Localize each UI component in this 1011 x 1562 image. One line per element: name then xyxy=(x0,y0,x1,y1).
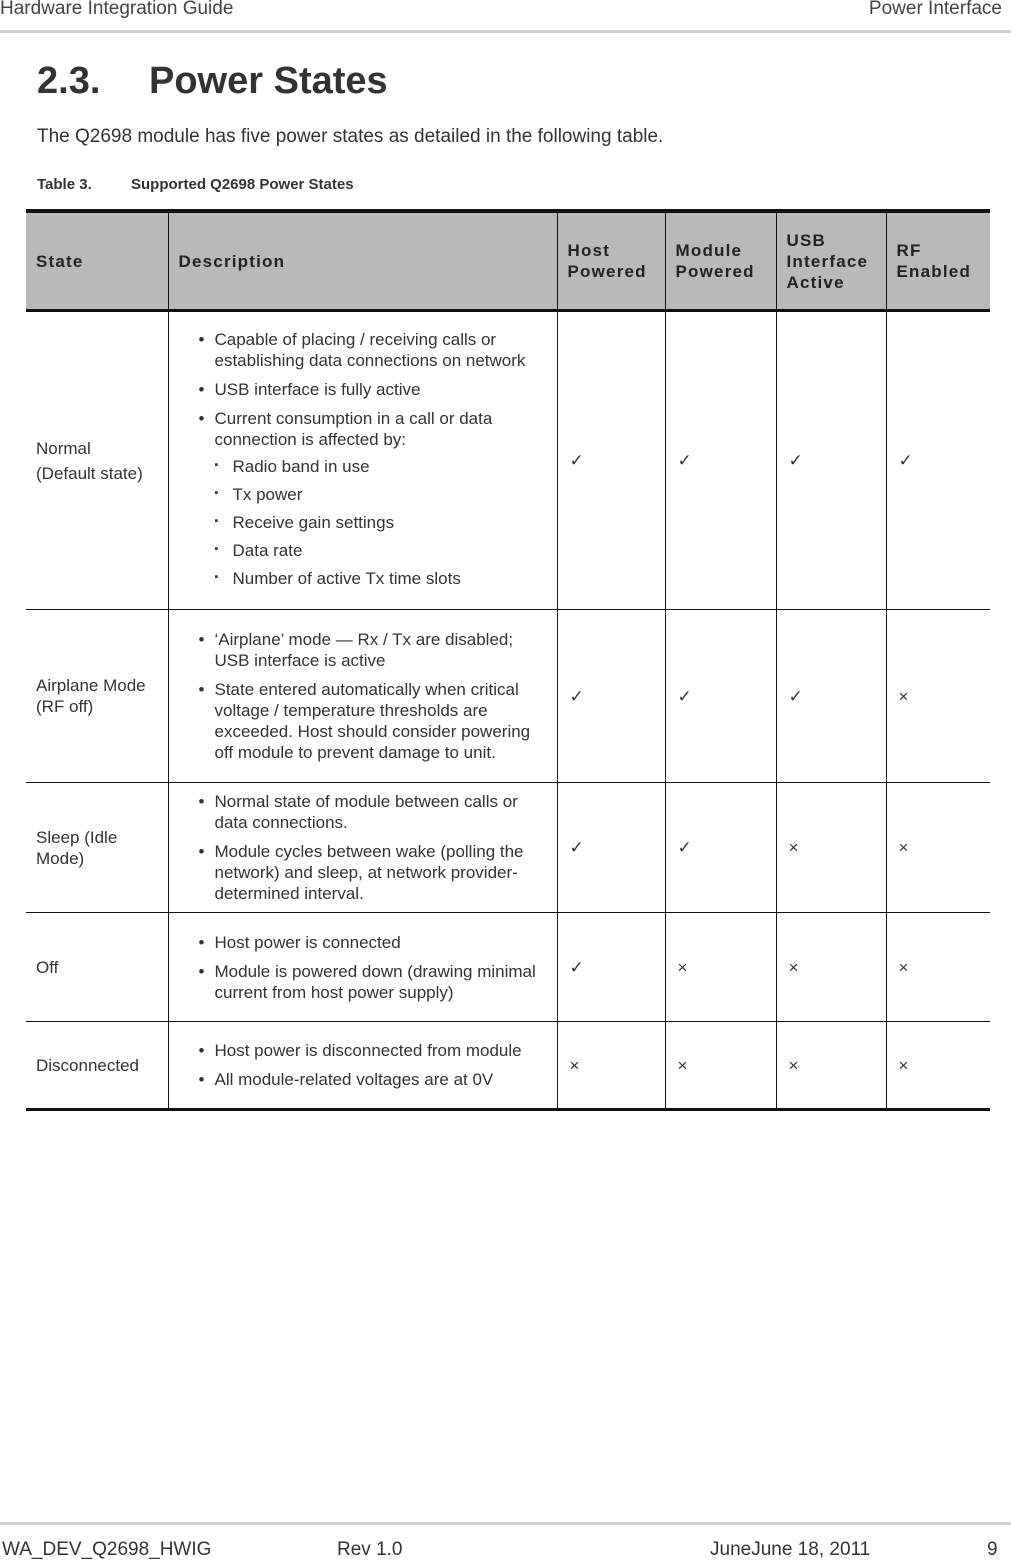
table-header-row xyxy=(26,211,990,311)
host-powered-mark: ✓ xyxy=(557,913,665,1022)
state-subtitle: (Default state) xyxy=(36,463,143,483)
column-header-module-powered: Module Powered xyxy=(665,211,776,311)
module-powered-mark: ✓ xyxy=(665,783,776,913)
description-cell xyxy=(168,311,557,610)
module-powered-mark: ✓ xyxy=(665,311,776,610)
table-row-normal xyxy=(26,311,990,610)
description-bullet xyxy=(181,408,551,589)
column-header-rf-enabled: RF Enabled xyxy=(886,211,990,311)
description-cell xyxy=(168,1022,557,1110)
section-number: 2.3. xyxy=(37,60,101,102)
description-sub-bullet: ▪ Receive gain settings xyxy=(215,512,551,533)
module-powered-mark: × xyxy=(665,1022,776,1110)
section-title: Power States xyxy=(149,60,388,102)
usb-active-mark: × xyxy=(776,1022,886,1110)
state-name: Disconnected xyxy=(36,1055,140,1075)
description-cell xyxy=(168,610,557,783)
state-cell xyxy=(26,783,168,913)
footer-doc-id: WA_DEV_Q2698_HWIG xyxy=(2,1539,212,1560)
table-title: Supported Q2698 Power States xyxy=(131,176,354,193)
table-number: Table 3. xyxy=(37,176,92,193)
footer-date: JuneJune 18, 2011 xyxy=(710,1539,871,1560)
host-powered-mark: ✓ xyxy=(557,311,665,610)
description-bullet: • Module cycles between wake (polling the network) and sleep, at network provider-determined interval. xyxy=(181,841,551,904)
page-header xyxy=(0,0,1011,33)
column-header-description: Description xyxy=(168,211,557,311)
description-cell xyxy=(168,913,557,1022)
column-header-usb-interface-active: USB Interface Active xyxy=(776,211,886,311)
table-row-sleep xyxy=(26,783,990,913)
usb-active-mark: ✓ xyxy=(776,311,886,610)
description-bullet: • ‘Airplane’ mode — Rx / Tx are disabled; USB interface is active xyxy=(181,629,551,671)
usb-active-mark: × xyxy=(776,913,886,1022)
description-sub-bullet: ▪ Data rate xyxy=(215,540,551,561)
state-name: Normal xyxy=(36,438,91,458)
intro-paragraph: The Q2698 module has five power states as detailed in the following table. xyxy=(37,126,664,147)
description-cell xyxy=(168,783,557,913)
state-cell xyxy=(26,1022,168,1110)
host-powered-mark: × xyxy=(557,1022,665,1110)
description-bullet: • Host power is connected xyxy=(181,932,551,953)
host-powered-mark: ✓ xyxy=(557,783,665,913)
description-bullet: • Host power is disconnected from module xyxy=(181,1040,551,1061)
header-chapter-title: Power Interface xyxy=(868,0,1002,19)
table-row-disconnected xyxy=(26,1022,990,1110)
usb-active-mark: × xyxy=(776,783,886,913)
table-row-off xyxy=(26,913,990,1022)
state-cell xyxy=(26,311,168,610)
module-powered-mark: ✓ xyxy=(665,610,776,783)
description-bullet: • State entered automatically when critical voltage / temperature thresholds are exceeded. Host should consider powering off module to prevent damage to unit. xyxy=(181,679,551,763)
rf-enabled-mark: × xyxy=(886,783,990,913)
state-name: Airplane Mode (RF off) xyxy=(36,676,146,716)
section-heading xyxy=(37,60,388,103)
usb-active-mark: ✓ xyxy=(776,610,886,783)
state-name: Sleep (Idle Mode) xyxy=(36,827,118,868)
rf-enabled-mark: × xyxy=(886,610,990,783)
description-bullet-text: Current consumption in a call or data connection is affected by: xyxy=(214,409,493,449)
description-bullet: • All module-related voltages are at 0V xyxy=(181,1069,551,1090)
description-sub-bullet: ▪ Number of active Tx time slots xyxy=(215,568,551,589)
description-sub-bullet: ▪ Tx power xyxy=(215,484,551,505)
description-bullet: • Module is powered down (drawing minimal current from host power supply) xyxy=(181,961,551,1003)
rf-enabled-mark: ✓ xyxy=(886,311,990,610)
module-powered-mark: × xyxy=(665,913,776,1022)
state-cell xyxy=(26,610,168,783)
description-sub-bullet: ▪ Radio band in use xyxy=(215,456,551,477)
state-name: Off xyxy=(36,957,59,977)
footer-revision: Rev 1.0 xyxy=(337,1539,403,1560)
column-header-host-powered: Host Powered xyxy=(557,211,665,311)
footer-page-number: 9 xyxy=(987,1539,998,1560)
page-footer xyxy=(0,1522,1011,1562)
table-row-airplane-mode xyxy=(26,610,990,783)
description-bullet: • Capable of placing / receiving calls or establishing data connections on network xyxy=(181,329,551,371)
table-caption xyxy=(37,176,354,193)
column-header-state: State xyxy=(26,211,168,311)
description-bullet: • Normal state of module between calls or data connections. xyxy=(181,791,551,833)
state-cell xyxy=(26,913,168,1022)
header-doc-title: Hardware Integration Guide xyxy=(0,0,234,19)
rf-enabled-mark: × xyxy=(886,1022,990,1110)
rf-enabled-mark: × xyxy=(886,913,990,1022)
host-powered-mark: ✓ xyxy=(557,610,665,783)
power-states-table xyxy=(26,209,990,1111)
description-bullet: • USB interface is fully active xyxy=(181,379,551,400)
